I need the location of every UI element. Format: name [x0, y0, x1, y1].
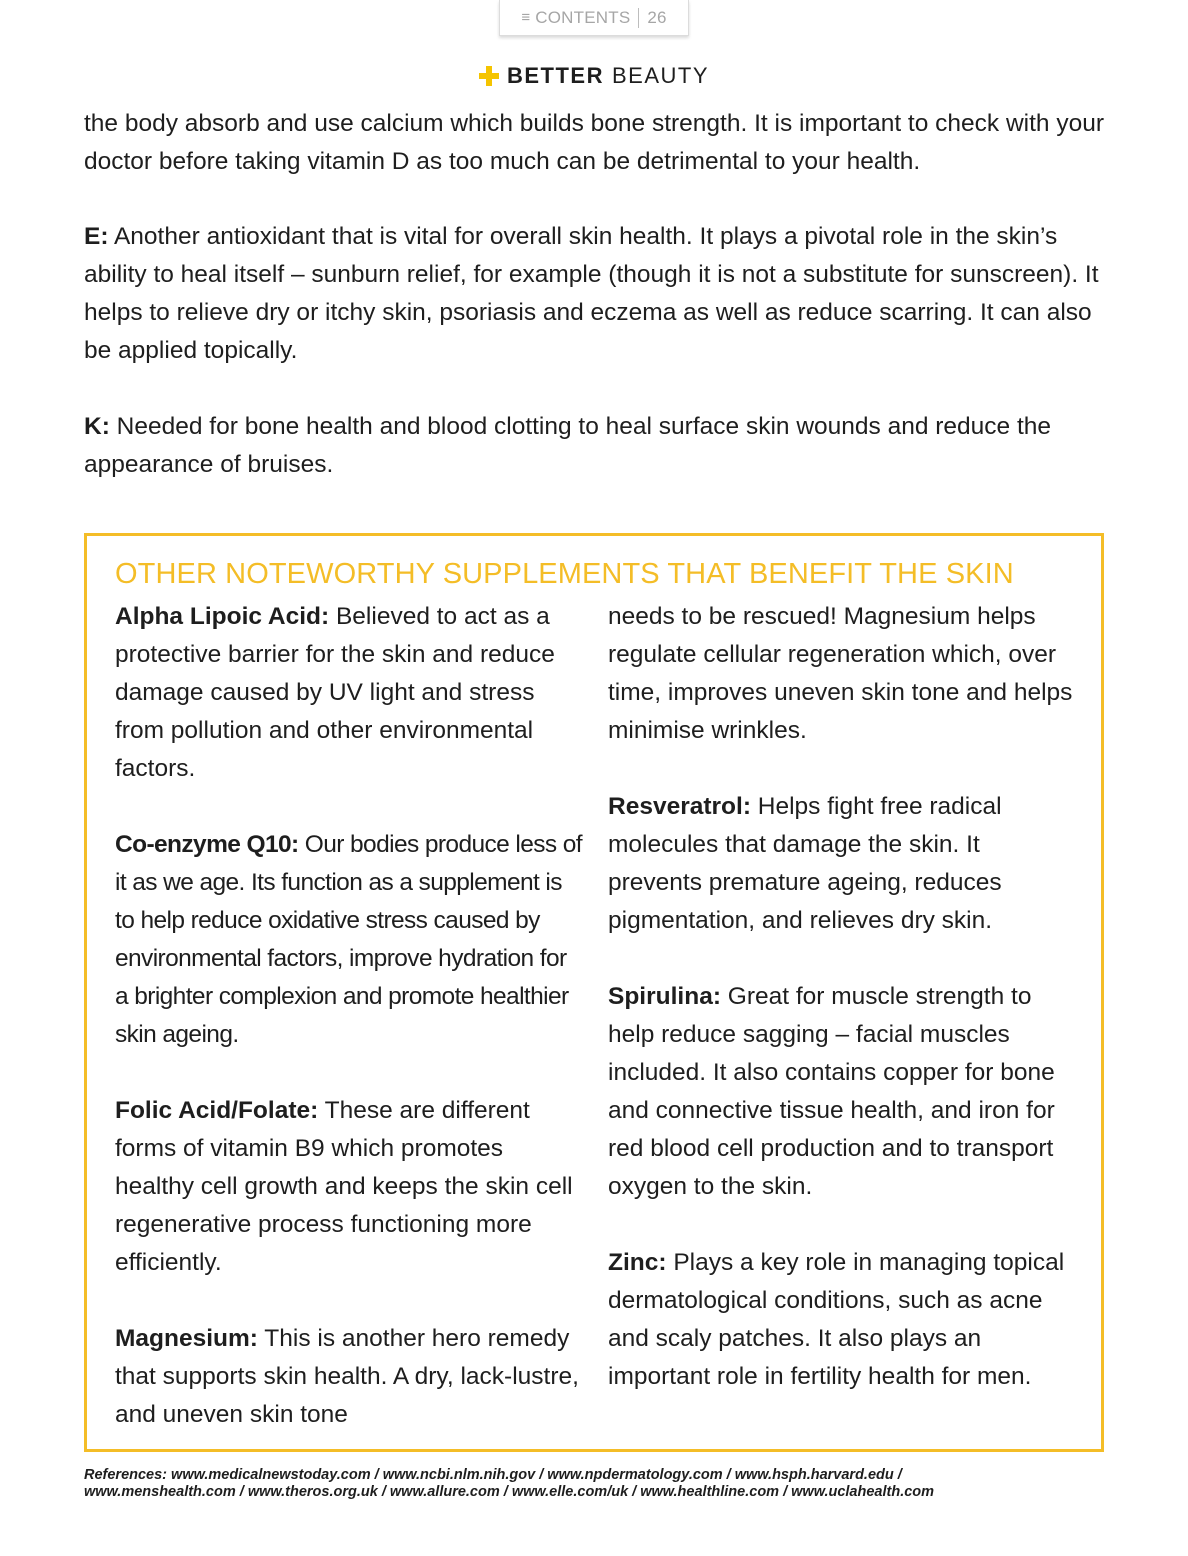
- supplement-term: Magnesium:: [115, 1325, 258, 1352]
- brand-word-better: BETTER: [506, 63, 604, 88]
- box-title: OTHER NOTEWORTHY SUPPLEMENTS THAT BENEFIT THE SKIN: [115, 558, 1014, 590]
- supplement-term: Spirulina:: [608, 983, 721, 1010]
- supplement-term: Alpha Lipoic Acid:: [115, 603, 330, 630]
- page-number: 26: [647, 7, 667, 27]
- supplement-item: [608, 1244, 1078, 1396]
- contents-link[interactable]: CONTENTS: [535, 7, 631, 27]
- divider: [638, 8, 639, 28]
- supplement-term: Folic Acid/Folate:: [115, 1097, 319, 1124]
- intro-paragraph-vitamin-d: the body absorb and use calcium which builds bone strength. It is important to check with your doctor before taking vitamin D as too much can be detrimental to your health.: [84, 110, 1105, 175]
- supplement-item: [115, 826, 585, 1054]
- vitamin-k-text: Needed for bone health and blood clotting to heal surface skin wounds and reduce the appearance of bruises.: [84, 413, 1052, 478]
- supplement-item: [608, 978, 1078, 1206]
- box-left-column: [115, 598, 585, 1434]
- menu-icon: ≡: [521, 9, 531, 26]
- supplement-term: Zinc:: [608, 1249, 667, 1276]
- references-line-2: www.menshealth.com / www.theros.org.uk / www.allure.com / www.elle.com/uk / www.healthline.com / www.uclahealth.com: [84, 1484, 935, 1500]
- references-line-1: References: www.medicalnewstoday.com / www.ncbi.nlm.nih.gov / www.npdermatology.com / www.hsph.harvard.edu /: [84, 1467, 902, 1483]
- supplement-continuation: needs to be rescued! Magnesium helps regulate cellular regeneration which, over time, improves uneven skin tone and helps minimise wrinkles.: [608, 603, 1073, 744]
- supplement-text: These are different forms of vitamin B9 which promotes healthy cell growth and keeps the skin cell regenerative process functioning more efficiently.: [115, 1097, 573, 1276]
- supplement-text: Plays a key role in managing topical dermatological conditions, such as acne and scaly patches. It also plays an important role in fertility health for men.: [608, 1249, 1065, 1390]
- supplement-text: Great for muscle strength to help reduce sagging – facial muscles included. It also contains copper for bone and connective tissue health, and iron for red blood cell production and to transport oxygen to the skin.: [608, 983, 1055, 1200]
- contents-tab[interactable]: [499, 0, 689, 36]
- supplement-text: Helps fight free radical molecules that damage the skin. It prevents premature ageing, reduces pigmentation, and relieves dry skin.: [608, 793, 1002, 934]
- box-right-column: [608, 598, 1078, 1396]
- supplement-item: [115, 1092, 585, 1282]
- supplement-term: Co-enzyme Q10:: [115, 831, 299, 858]
- references: [84, 1467, 1124, 1501]
- supplements-box: [84, 533, 1104, 1452]
- brand-header: [0, 62, 1188, 90]
- supplement-item: [115, 598, 585, 788]
- supplement-text: This is another hero remedy that supports skin health. A dry, lack-lustre, and uneven skin tone: [115, 1325, 579, 1428]
- supplement-term: Resveratrol:: [608, 793, 751, 820]
- vitamin-e-term: E:: [84, 223, 109, 250]
- intro-paragraph-vitamin-e: [84, 218, 1124, 370]
- plus-icon: [479, 66, 499, 86]
- supplement-text: Believed to act as a protective barrier for the skin and reduce damage caused by UV light and stress from pollution and other environmental factors.: [115, 603, 555, 782]
- supplement-item: [115, 1320, 585, 1434]
- supplement-item: [608, 788, 1078, 940]
- supplement-text: Our bodies produce less of it as we age. Its function as a supplement is to help reduce oxidative stress caused by environmental factors, improve hydration for a brighter complexion and promote healthier skin ageing.: [115, 831, 582, 1048]
- vitamin-k-term: K:: [84, 413, 110, 440]
- intro-paragraph-vitamin-k: [84, 408, 1124, 484]
- vitamin-e-text: Another antioxidant that is vital for overall skin health. It plays a pivotal role in the skin’s ability to heal itself – sunburn relief, for example (though it is not a substitute for sunscreen). It helps to relieve dry or itchy skin, psoriasis and eczema as well as reduce scarring. It can also be applied topically.: [84, 223, 1099, 364]
- brand-word-beauty: BEAUTY: [611, 63, 710, 88]
